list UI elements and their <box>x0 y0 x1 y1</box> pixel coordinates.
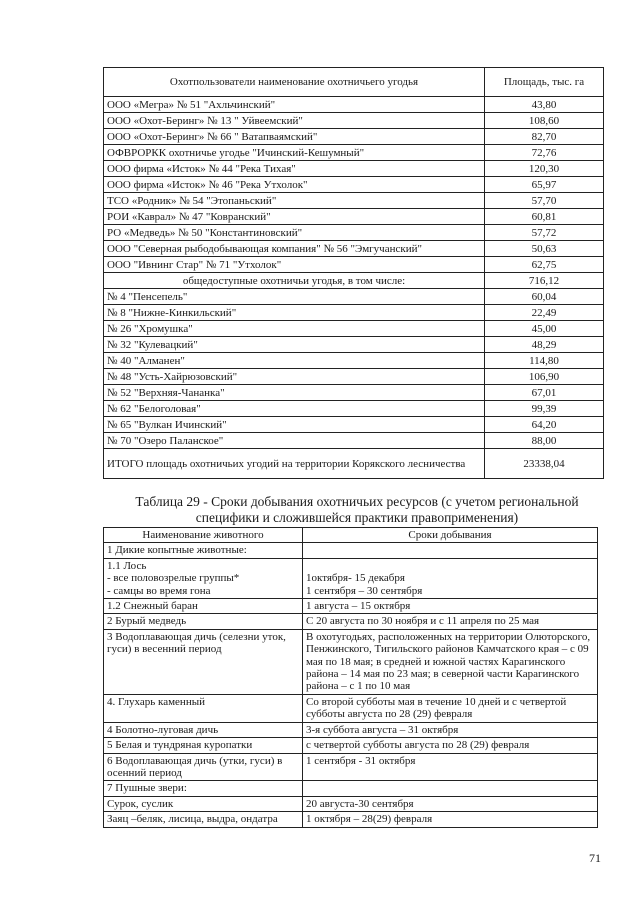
period-cell <box>303 543 598 558</box>
table-row <box>104 113 604 129</box>
row-area: 43,80 <box>485 97 604 113</box>
table-row <box>104 145 604 161</box>
row-name: ООО «Охот-Беринг» № 66 " Ватапваямский" <box>104 129 485 145</box>
table-row <box>104 193 604 209</box>
row-name: № 4 "Пенсепель" <box>104 289 485 305</box>
table-row <box>104 694 598 722</box>
row-name: ООО "Ивнинг Стар" № 71 "Утхолок" <box>104 257 485 273</box>
table-row <box>104 599 598 614</box>
row-name: ООО «Охот-Беринг» № 13 " Уйвеемский" <box>104 113 485 129</box>
animal-cell: 7 Пушные звери: <box>104 781 303 796</box>
animal-cell: 5 Белая и тундряная куропатки <box>104 738 303 753</box>
row-area: 67,01 <box>485 385 604 401</box>
row-area: 114,80 <box>485 353 604 369</box>
period-cell: 20 августа-30 сентября <box>303 796 598 811</box>
table-row <box>104 305 604 321</box>
header-name: Охотпользователи наименование охотничьего угодья <box>104 68 485 97</box>
period-cell: 3-я суббота августа – 31 октября <box>303 722 598 737</box>
table-row <box>104 417 604 433</box>
page-number: 71 <box>589 851 601 865</box>
animal-cell: 6 Водоплавающая дичь (утки, гуси) в осенний период <box>104 753 303 781</box>
row-name: № 70 "Озеро Паланское" <box>104 433 485 449</box>
row-name: общедоступные охотничьи угодья, в том числе: <box>104 273 485 289</box>
period-cell: с четвертой субботы августа по 28 (29) февраля <box>303 738 598 753</box>
table-row <box>104 401 604 417</box>
period-cell: 1 сентября - 31 октября <box>303 753 598 781</box>
table-row <box>104 629 598 694</box>
total-area: 23338,04 <box>485 449 604 479</box>
row-area: 88,00 <box>485 433 604 449</box>
row-area: 60,04 <box>485 289 604 305</box>
table-row <box>104 129 604 145</box>
table-row <box>104 321 604 337</box>
row-name: № 26 "Хромушка" <box>104 321 485 337</box>
period-cell: С 20 августа по 30 ноября и с 11 апреля по 25 мая <box>303 614 598 629</box>
table-row <box>104 257 604 273</box>
animal-cell: Заяц –беляк, лисица, выдра, ондатра <box>104 812 303 827</box>
animal-cell: 2 Бурый медведь <box>104 614 303 629</box>
table-row <box>104 337 604 353</box>
row-name: № 65 "Вулкан Ичинский" <box>104 417 485 433</box>
row-name: ООО "Северная рыбодобывающая компания" № 56 "Эмгучанский" <box>104 241 485 257</box>
table-row <box>104 385 604 401</box>
table-row <box>104 241 604 257</box>
period-cell: Со второй субботы мая в течение 10 дней и с четвертой субботы августа по 28 (29) февраля <box>303 694 598 722</box>
animal-cell: Сурок, суслик <box>104 796 303 811</box>
period-cell: 1 октября – 28(29) февраля <box>303 812 598 827</box>
table-header-row <box>104 68 604 97</box>
row-name: ООО «Мегра» № 51 "Ахльчинский" <box>104 97 485 113</box>
row-name: ТСО «Родник» № 54 "Этопаньский" <box>104 193 485 209</box>
total-row <box>104 449 604 479</box>
row-area: 120,30 <box>485 161 604 177</box>
row-area: 57,72 <box>485 225 604 241</box>
table-row <box>104 289 604 305</box>
table-row <box>104 781 598 796</box>
animal-cell: 3 Водоплавающая дичь (селезни уток, гуси) в весенний период <box>104 629 303 694</box>
row-area: 57,70 <box>485 193 604 209</box>
row-name: ООО фирма «Исток» № 46 "Река Утхолок" <box>104 177 485 193</box>
row-area: 45,00 <box>485 321 604 337</box>
row-name: РОИ «Каврал» № 47 "Ковранский" <box>104 209 485 225</box>
header-area: Площадь, тыс. га <box>485 68 604 97</box>
animal-cell: 1.2 Снежный баран <box>104 599 303 614</box>
table-row <box>104 161 604 177</box>
table-row <box>104 97 604 113</box>
hunting-grounds-area-table <box>103 67 604 479</box>
table-row <box>104 433 604 449</box>
row-name: № 32 "Кулевацкий" <box>104 337 485 353</box>
total-label: ИТОГО площадь охотничьих угодий на территории Корякского лесничества <box>104 449 485 479</box>
row-area: 716,12 <box>485 273 604 289</box>
table-row <box>104 209 604 225</box>
table-row <box>104 796 598 811</box>
table-row <box>104 225 604 241</box>
table-row <box>104 753 598 781</box>
period-cell: 1 августа – 15 октября <box>303 599 598 614</box>
table-row <box>104 369 604 385</box>
row-area: 62,75 <box>485 257 604 273</box>
table-row <box>104 177 604 193</box>
row-area: 72,76 <box>485 145 604 161</box>
table-row <box>104 543 598 558</box>
row-name: № 48 "Усть-Хайрюзовский" <box>104 369 485 385</box>
row-area: 99,39 <box>485 401 604 417</box>
animal-cell: 4 Болотно-луговая дичь <box>104 722 303 737</box>
table-row <box>104 614 598 629</box>
header-animal: Наименование животного <box>104 528 303 543</box>
row-area: 82,70 <box>485 129 604 145</box>
row-name: № 40 "Алманен" <box>104 353 485 369</box>
row-area: 22,49 <box>485 305 604 321</box>
table-row <box>104 812 598 827</box>
table-row <box>104 722 598 737</box>
period-cell <box>303 781 598 796</box>
row-area: 106,90 <box>485 369 604 385</box>
table-caption: Таблица 29 - Сроки добывания охотничьих ресурсов (с учетом региональной специфики и сложившейся практики правоприменения) <box>135 494 579 525</box>
header-period: Сроки добывания <box>303 528 598 543</box>
animal-cell: 1 Дикие копытные животные: <box>104 543 303 558</box>
row-name: № 62 "Белоголовая" <box>104 401 485 417</box>
animal-cell: 1.1 Лось - все половозрелые группы* - самцы во время гона <box>104 558 303 598</box>
row-area: 108,60 <box>485 113 604 129</box>
row-area: 48,29 <box>485 337 604 353</box>
table-row <box>104 558 598 598</box>
table-row <box>104 273 604 289</box>
table-row <box>104 353 604 369</box>
row-area: 65,97 <box>485 177 604 193</box>
row-name: № 8 "Нижне-Кинкильский" <box>104 305 485 321</box>
row-name: № 52 "Верхняя-Чананка" <box>104 385 485 401</box>
row-name: РО «Медведь» № 50 "Константиновский" <box>104 225 485 241</box>
table-header-row <box>104 528 598 543</box>
table-row <box>104 738 598 753</box>
row-name: ОФВРОРКК охотничье угодье "Ичинский-Кешумный" <box>104 145 485 161</box>
row-area: 50,63 <box>485 241 604 257</box>
animal-cell: 4. Глухарь каменный <box>104 694 303 722</box>
row-area: 60,81 <box>485 209 604 225</box>
row-area: 64,20 <box>485 417 604 433</box>
row-name: ООО фирма «Исток» № 44 "Река Тихая" <box>104 161 485 177</box>
period-cell: В охотугодьях, расположенных на территории Олюторского, Пенжинского, Тигильского районов Камчатского края – с 09 мая по 18 мая; в средней и южной частях Карагинского района – 14 мая по 23 мая; в северной части Карагинского района – с 1 по 10 мая <box>303 629 598 694</box>
hunting-periods-table <box>103 527 598 828</box>
period-cell: 1октября- 15 декабря 1 сентября – 30 сентября <box>303 558 598 598</box>
